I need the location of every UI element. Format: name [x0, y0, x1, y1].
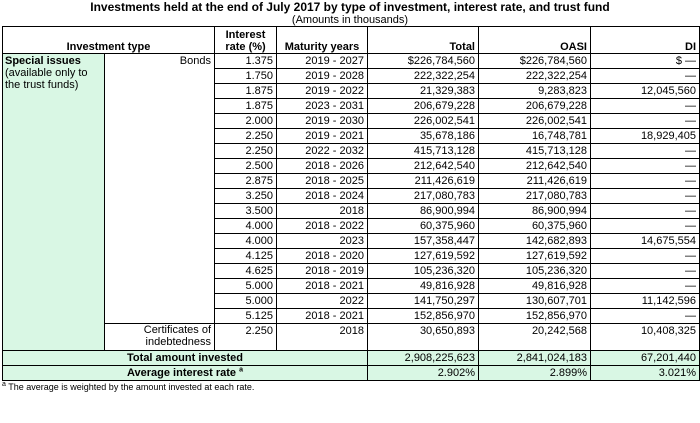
certificates-rate-cell: 2.250 — [215, 324, 277, 351]
table-subtitle: (Amounts in thousands) — [291, 14, 409, 26]
interest-rate-cell: 1.875 — [215, 84, 277, 99]
maturity-cell: 2018 — [277, 204, 368, 219]
interest-rate-cell: 5.000 — [215, 294, 277, 309]
maturity-cell: 2018 - 2020 — [277, 249, 368, 264]
oasi-cell: 127,619,592 — [479, 249, 591, 264]
table-row — [3, 54, 700, 69]
interest-rate-cell: 2.875 — [215, 174, 277, 189]
maturity-cell: 2022 — [277, 294, 368, 309]
maturity-cell: 2019 - 2021 — [277, 129, 368, 144]
total-cell: 141,750,297 — [368, 294, 479, 309]
maturity-cell: 2019 - 2030 — [277, 114, 368, 129]
average-row-label-cell — [3, 366, 368, 381]
special-issues-cell — [3, 54, 105, 351]
maturity-cell: 2018 - 2026 — [277, 159, 368, 174]
oasi-cell: 142,682,893 — [479, 234, 591, 249]
di-cell: — — [591, 159, 700, 174]
total-cell: 206,679,228 — [368, 99, 479, 114]
average-row-marker: a — [239, 366, 243, 374]
oasi-cell: 60,375,960 — [479, 219, 591, 234]
di-cell: 12,045,560 — [591, 84, 700, 99]
total-cell: 152,856,970 — [368, 309, 479, 324]
header-investment-type: Investment type — [3, 27, 215, 54]
maturity-cell: 2018 - 2024 — [277, 189, 368, 204]
average-row — [3, 366, 700, 381]
total-cell: 127,619,592 — [368, 249, 479, 264]
header-oasi: OASI — [479, 27, 591, 54]
interest-rate-cell: 4.000 — [215, 219, 277, 234]
oasi-cell: $226,784,560 — [479, 54, 591, 69]
interest-rate-cell: 4.125 — [215, 249, 277, 264]
total-cell: $226,784,560 — [368, 54, 479, 69]
average-row-label: Average interest rate — [126, 367, 237, 379]
total-cell: 60,375,960 — [368, 219, 479, 234]
oasi-cell: 222,322,254 — [479, 69, 591, 84]
total-cell: 415,713,128 — [368, 144, 479, 159]
oasi-cell: 130,607,701 — [479, 294, 591, 309]
di-cell: — — [591, 174, 700, 189]
certificates-di-cell: 10,408,325 — [591, 324, 700, 351]
di-cell: 11,142,596 — [591, 294, 700, 309]
total-cell: 222,322,254 — [368, 69, 479, 84]
bonds-label: Bonds — [105, 54, 215, 324]
header-interest-rate: Interest rate (%) — [215, 27, 277, 54]
di-cell: — — [591, 189, 700, 204]
average-row-oasi: 2.899% — [479, 366, 591, 381]
interest-rate-cell: 2.250 — [215, 129, 277, 144]
interest-rate-cell: 5.125 — [215, 309, 277, 324]
total-row-oasi: 2,841,024,183 — [479, 351, 591, 366]
total-row-total: 2,908,225,623 — [368, 351, 479, 366]
interest-rate-cell: 2.250 — [215, 144, 277, 159]
oasi-cell: 9,283,823 — [479, 84, 591, 99]
interest-rate-cell: 4.625 — [215, 264, 277, 279]
table-title: Investments held at the end of July 2017 by type of investment, interest rate, and trust fund — [90, 0, 610, 14]
total-cell: 211,426,619 — [368, 174, 479, 189]
footnote-marker: a — [2, 381, 6, 388]
total-cell: 49,816,928 — [368, 279, 479, 294]
interest-rate-cell: 5.000 — [215, 279, 277, 294]
header-maturity: Maturity years — [277, 27, 368, 54]
interest-rate-cell: 4.000 — [215, 234, 277, 249]
certificates-label: Certificates of indebtedness — [105, 324, 215, 351]
header-total: Total — [368, 27, 479, 54]
maturity-cell: 2018 - 2019 — [277, 264, 368, 279]
total-row — [3, 351, 700, 366]
di-cell: 14,675,554 — [591, 234, 700, 249]
footnote — [2, 382, 700, 393]
average-row-di: 3.021% — [591, 366, 700, 381]
maturity-cell: 2023 — [277, 234, 368, 249]
interest-rate-cell: 1.750 — [215, 69, 277, 84]
total-cell: 105,236,320 — [368, 264, 479, 279]
total-cell: 86,900,994 — [368, 204, 479, 219]
oasi-cell: 206,679,228 — [479, 99, 591, 114]
footnote-text: The average is weighted by the amount invested at each rate. — [8, 382, 255, 392]
interest-rate-cell: 1.375 — [215, 54, 277, 69]
interest-rate-cell: 2.500 — [215, 159, 277, 174]
di-cell: — — [591, 219, 700, 234]
maturity-cell: 2019 - 2022 — [277, 84, 368, 99]
total-cell: 212,642,540 — [368, 159, 479, 174]
total-cell: 217,080,783 — [368, 189, 479, 204]
special-issues-label: Special issues — [5, 55, 81, 67]
header-di: DI — [591, 27, 700, 54]
di-cell: — — [591, 204, 700, 219]
oasi-cell: 415,713,128 — [479, 144, 591, 159]
header-row — [3, 27, 700, 54]
maturity-cell: 2018 - 2025 — [277, 174, 368, 189]
maturity-cell: 2018 - 2022 — [277, 219, 368, 234]
total-cell: 226,002,541 — [368, 114, 479, 129]
certificates-row — [3, 324, 700, 351]
total-row-di: 67,201,440 — [591, 351, 700, 366]
total-row-label: Total amount invested — [3, 351, 368, 366]
di-cell: — — [591, 99, 700, 114]
average-row-total: 2.902% — [368, 366, 479, 381]
di-cell: — — [591, 144, 700, 159]
investments-table — [2, 26, 700, 381]
maturity-cell: 2018 - 2021 — [277, 279, 368, 294]
di-cell: — — [591, 69, 700, 84]
oasi-cell: 16,748,781 — [479, 129, 591, 144]
oasi-cell: 152,856,970 — [479, 309, 591, 324]
di-cell: $ — — [591, 54, 700, 69]
di-cell: — — [591, 249, 700, 264]
oasi-cell: 217,080,783 — [479, 189, 591, 204]
special-issues-note: (available only to the trust funds) — [5, 67, 88, 91]
total-cell: 21,329,383 — [368, 84, 479, 99]
total-cell: 35,678,186 — [368, 129, 479, 144]
maturity-cell: 2019 - 2028 — [277, 69, 368, 84]
interest-rate-cell: 3.250 — [215, 189, 277, 204]
oasi-cell: 212,642,540 — [479, 159, 591, 174]
di-cell: — — [591, 279, 700, 294]
maturity-cell: 2018 - 2021 — [277, 309, 368, 324]
oasi-cell: 211,426,619 — [479, 174, 591, 189]
interest-rate-cell: 1.875 — [215, 99, 277, 114]
total-cell: 157,358,447 — [368, 234, 479, 249]
certificates-maturity-cell: 2018 — [277, 324, 368, 351]
oasi-cell: 86,900,994 — [479, 204, 591, 219]
maturity-cell: 2023 - 2031 — [277, 99, 368, 114]
certificates-oasi-cell: 20,242,568 — [479, 324, 591, 351]
interest-rate-cell: 3.500 — [215, 204, 277, 219]
oasi-cell: 226,002,541 — [479, 114, 591, 129]
oasi-cell: 105,236,320 — [479, 264, 591, 279]
di-cell: — — [591, 264, 700, 279]
certificates-total-cell: 30,650,893 — [368, 324, 479, 351]
di-cell: — — [591, 114, 700, 129]
maturity-cell: 2022 - 2032 — [277, 144, 368, 159]
di-cell: 18,929,405 — [591, 129, 700, 144]
oasi-cell: 49,816,928 — [479, 279, 591, 294]
maturity-cell: 2019 - 2027 — [277, 54, 368, 69]
di-cell: — — [591, 309, 700, 324]
interest-rate-cell: 2.000 — [215, 114, 277, 129]
